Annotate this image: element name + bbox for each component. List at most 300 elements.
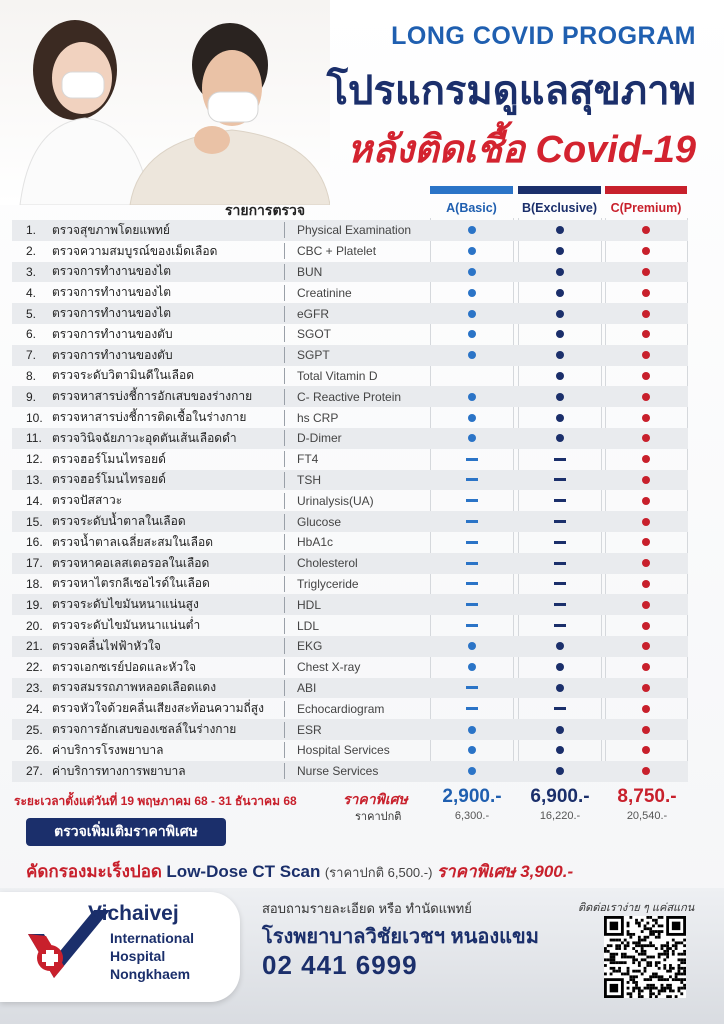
column-bar-exclusive xyxy=(518,186,601,194)
row-cell-b xyxy=(518,303,601,324)
row-test-thai: ตรวจฮอร์โมนไทรอยด์ xyxy=(52,451,166,466)
row-test-english: HDL xyxy=(284,597,424,613)
not-included-dash-icon xyxy=(554,603,566,606)
included-dot-icon xyxy=(556,289,564,297)
included-dot-icon xyxy=(468,310,476,318)
included-dot-icon xyxy=(468,726,476,734)
table-row xyxy=(12,553,688,574)
row-cell-a xyxy=(430,740,513,761)
row-cell-b xyxy=(518,678,601,699)
included-dot-icon xyxy=(468,226,476,234)
special-price-basic: 2,900.- xyxy=(442,786,502,807)
included-dot-icon xyxy=(642,434,650,442)
row-test-english: SGOT xyxy=(284,326,424,342)
table-row xyxy=(12,698,688,719)
not-included-dash-icon xyxy=(466,541,478,544)
row-test-english: LDL xyxy=(284,618,424,634)
row-cell-c xyxy=(605,366,687,387)
row-cell-a xyxy=(430,220,513,241)
row-test-english: BUN xyxy=(284,264,424,280)
row-cell-a xyxy=(430,262,513,283)
row-cell-b xyxy=(518,698,601,719)
row-cell-b xyxy=(518,657,601,678)
row-cell-b xyxy=(518,386,601,407)
row-number: 18. xyxy=(26,576,43,591)
row-test-thai: ตรวจการทำงานของไต xyxy=(52,306,172,321)
row-test-english: SGPT xyxy=(284,347,424,363)
row-number: 24. xyxy=(26,701,43,716)
table-row xyxy=(12,740,688,761)
row-cell-a xyxy=(430,366,513,387)
table-row xyxy=(12,428,688,449)
row-number: 13. xyxy=(26,472,43,487)
row-test-thai: ตรวจปัสสาวะ xyxy=(52,493,123,508)
row-cell-c xyxy=(605,532,687,553)
row-cell-b xyxy=(518,407,601,428)
program-title-covid: หลังติดเชื้อ Covid-19 xyxy=(347,129,696,171)
included-dot-icon xyxy=(642,518,650,526)
row-cell-c xyxy=(605,698,687,719)
row-test-english: Cholesterol xyxy=(284,555,424,571)
not-included-dash-icon xyxy=(466,686,478,689)
row-number: 12. xyxy=(26,452,43,467)
row-test-thai: ตรวจหัวใจด้วยคลื่นเสียงสะท้อนความถี่สูง xyxy=(52,701,264,716)
included-dot-icon xyxy=(642,663,650,671)
not-included-dash-icon xyxy=(554,582,566,585)
table-row xyxy=(12,636,688,657)
logo-line-international: International xyxy=(110,930,195,946)
included-dot-icon xyxy=(642,289,650,297)
table-row xyxy=(12,241,688,262)
row-test-thai: ตรวจการทำงานของตับ xyxy=(52,326,173,341)
row-cell-a xyxy=(430,470,513,491)
row-test-english: Glucose xyxy=(284,514,424,530)
row-cell-b xyxy=(518,490,601,511)
row-number: 23. xyxy=(26,680,43,695)
not-included-dash-icon xyxy=(466,499,478,502)
included-dot-icon xyxy=(556,247,564,255)
hospital-name-thai: โรงพยาบาลวิชัยเวชฯ หนองแขม xyxy=(262,926,539,948)
row-test-thai: ตรวจระดับน้ำตาลในเลือด xyxy=(52,514,186,529)
row-number: 25. xyxy=(26,722,43,737)
row-number: 21. xyxy=(26,639,43,654)
row-cell-c xyxy=(605,657,687,678)
row-test-thai: ตรวจหาสารบ่งชี้การอักเสบของร่างกาย xyxy=(52,389,253,404)
included-dot-icon xyxy=(556,330,564,338)
row-cell-c xyxy=(605,761,687,782)
row-cell-c xyxy=(605,449,687,470)
row-cell-a xyxy=(430,574,513,595)
included-dot-icon xyxy=(642,330,650,338)
row-cell-a xyxy=(430,532,513,553)
row-test-thai: ตรวจสุขภาพโดยแพทย์ xyxy=(52,222,170,237)
not-included-dash-icon xyxy=(554,520,566,523)
row-test-english: ESR xyxy=(284,722,424,738)
row-cell-c xyxy=(605,553,687,574)
ct-scan-normal-price: (ราคาปกติ 6,500.-) xyxy=(324,865,433,880)
row-test-thai: ตรวจเอกซเรย์ปอดและหัวใจ xyxy=(52,659,196,674)
row-test-thai: ตรวจการทำงานของตับ xyxy=(52,347,173,362)
row-cell-c xyxy=(605,345,687,366)
row-number: 14. xyxy=(26,493,43,508)
ct-scan-offer xyxy=(26,858,573,885)
row-test-thai: ค่าบริการทางการพยาบาล xyxy=(52,763,186,778)
row-cell-c xyxy=(605,719,687,740)
row-cell-c xyxy=(605,615,687,636)
row-cell-a xyxy=(430,657,513,678)
row-cell-a xyxy=(430,678,513,699)
row-number: 11. xyxy=(26,431,42,446)
row-cell-a xyxy=(430,407,513,428)
included-dot-icon xyxy=(468,746,476,754)
row-cell-c xyxy=(605,282,687,303)
row-test-english: HbA1c xyxy=(284,534,424,550)
logo-line-hospital: Hospital xyxy=(110,948,166,964)
included-dot-icon xyxy=(556,414,564,422)
phone-number[interactable]: 02 441 6999 xyxy=(262,950,418,980)
row-number: 6. xyxy=(26,327,37,342)
row-test-thai: ตรวจหาสารบ่งชี้การติดเชื้อในร่างกาย xyxy=(52,410,247,425)
ct-scan-special-price: ราคาพิเศษ 3,900.- xyxy=(436,862,574,881)
special-price-exclusive: 6,900.- xyxy=(530,786,590,807)
included-dot-icon xyxy=(642,538,650,546)
promotion-period: ระยะเวลาตั้งแต่วันที่ 19 พฤษภาคม 68 - 31 ธันวาคม 68 xyxy=(14,794,297,808)
row-cell-c xyxy=(605,220,687,241)
not-included-dash-icon xyxy=(466,478,478,481)
included-dot-icon xyxy=(556,351,564,359)
not-included-dash-icon xyxy=(466,458,478,461)
normal-price-premium: 20,540.- xyxy=(626,810,668,822)
row-test-english: Hospital Services xyxy=(284,742,424,758)
logo-name: Vichaivej xyxy=(88,902,179,925)
row-test-english: Total Vitamin D xyxy=(284,368,424,384)
row-cell-b xyxy=(518,532,601,553)
column-label-basic: A(Basic) xyxy=(446,201,497,215)
column-label-exclusive: B(Exclusive) xyxy=(521,201,598,215)
table-row xyxy=(12,615,688,636)
table-row xyxy=(12,324,688,345)
row-number: 26. xyxy=(26,743,43,758)
row-cell-b xyxy=(518,345,601,366)
normal-price-label: ราคาปกติ xyxy=(355,811,402,823)
row-cell-c xyxy=(605,407,687,428)
included-dot-icon xyxy=(642,726,650,734)
included-dot-icon xyxy=(642,705,650,713)
row-cell-c xyxy=(605,324,687,345)
header-photo xyxy=(0,0,330,205)
row-cell-b xyxy=(518,282,601,303)
table-row xyxy=(12,719,688,740)
not-included-dash-icon xyxy=(466,562,478,565)
row-test-thai: ตรวจคลื่นไฟฟ้าหัวใจ xyxy=(52,638,161,653)
table-row xyxy=(12,532,688,553)
table-row xyxy=(12,490,688,511)
column-header-exclusive xyxy=(518,186,601,220)
row-cell-a xyxy=(430,594,513,615)
included-dot-icon xyxy=(642,746,650,754)
row-cell-a xyxy=(430,761,513,782)
row-test-english: CBC + Platelet xyxy=(284,243,424,259)
not-included-dash-icon xyxy=(554,562,566,565)
row-cell-c xyxy=(605,262,687,283)
row-cell-c xyxy=(605,511,687,532)
included-dot-icon xyxy=(642,601,650,609)
row-number: 15. xyxy=(26,514,43,529)
row-cell-b xyxy=(518,740,601,761)
included-dot-icon xyxy=(642,580,650,588)
row-number: 9. xyxy=(26,389,37,404)
table-row xyxy=(12,594,688,615)
row-cell-a xyxy=(430,615,513,636)
row-cell-b xyxy=(518,553,601,574)
table-row xyxy=(12,262,688,283)
table-row xyxy=(12,282,688,303)
row-cell-b xyxy=(518,220,601,241)
not-included-dash-icon xyxy=(554,478,566,481)
table-row xyxy=(12,366,688,387)
row-cell-c xyxy=(605,428,687,449)
row-test-english: hs CRP xyxy=(284,410,424,426)
table-row xyxy=(12,303,688,324)
table-row xyxy=(12,761,688,782)
row-test-thai: ตรวจฮอร์โมนไทรอยด์ xyxy=(52,472,166,487)
row-number: 22. xyxy=(26,660,43,675)
row-test-thai: ตรวจระดับไขมันหนาแน่นต่ำ xyxy=(52,618,201,633)
row-cell-c xyxy=(605,470,687,491)
row-cell-a xyxy=(430,241,513,262)
table-row xyxy=(12,345,688,366)
included-dot-icon xyxy=(642,455,650,463)
row-cell-b xyxy=(518,719,601,740)
row-number: 20. xyxy=(26,618,43,633)
included-dot-icon xyxy=(468,330,476,338)
row-cell-c xyxy=(605,241,687,262)
row-cell-c xyxy=(605,386,687,407)
row-cell-c xyxy=(605,678,687,699)
included-dot-icon xyxy=(468,767,476,775)
row-test-english: Echocardiogram xyxy=(284,701,424,717)
row-number: 1. xyxy=(26,223,37,238)
row-cell-a xyxy=(430,636,513,657)
row-cell-b xyxy=(518,761,601,782)
row-test-english: D-Dimer xyxy=(284,430,424,446)
row-test-english: C- Reactive Protein xyxy=(284,389,424,405)
logo-line-nongkhaem: Nongkhaem xyxy=(110,966,191,982)
row-test-thai: ตรวจระดับไขมันหนาแน่นสูง xyxy=(52,597,199,612)
row-test-english: eGFR xyxy=(284,306,424,322)
ct-scan-thai: คัดกรองมะเร็งปอด xyxy=(26,862,162,881)
row-test-english: Triglyceride xyxy=(284,576,424,592)
row-cell-b xyxy=(518,636,601,657)
included-dot-icon xyxy=(642,476,650,484)
row-cell-a xyxy=(430,511,513,532)
row-test-english: Physical Examination xyxy=(284,222,424,238)
row-cell-b xyxy=(518,594,601,615)
row-test-english: Chest X-ray xyxy=(284,659,424,675)
included-dot-icon xyxy=(556,726,564,734)
row-test-thai: ตรวจสมรรถภาพหลอดเลือดแดง xyxy=(52,680,217,695)
included-dot-icon xyxy=(642,351,650,359)
row-cell-a xyxy=(430,719,513,740)
not-included-dash-icon xyxy=(554,541,566,544)
row-cell-c xyxy=(605,740,687,761)
row-cell-b xyxy=(518,428,601,449)
not-included-dash-icon xyxy=(554,624,566,627)
table-row xyxy=(12,449,688,470)
row-test-thai: ตรวจระดับวิตามินดีในเลือด xyxy=(52,368,195,383)
included-dot-icon xyxy=(556,226,564,234)
included-dot-icon xyxy=(642,247,650,255)
row-test-english: EKG xyxy=(284,638,424,654)
row-number: 17. xyxy=(26,556,43,571)
row-cell-b xyxy=(518,615,601,636)
included-dot-icon xyxy=(468,434,476,442)
row-number: 10. xyxy=(26,410,43,425)
ct-scan-english: Low-Dose CT Scan xyxy=(166,862,321,881)
row-test-english: Creatinine xyxy=(284,285,424,301)
included-dot-icon xyxy=(642,642,650,650)
special-price-premium: 8,750.- xyxy=(617,786,677,807)
row-test-english: ABI xyxy=(284,680,424,696)
column-header-basic xyxy=(430,186,513,220)
row-test-thai: ตรวจหาไตรกลีเซอไรด์ในเลือด xyxy=(52,576,210,591)
list-header: รายการตรวจ xyxy=(225,202,306,218)
row-cell-a xyxy=(430,553,513,574)
row-test-english: TSH xyxy=(284,472,424,488)
included-dot-icon xyxy=(556,372,564,380)
included-dot-icon xyxy=(468,351,476,359)
row-cell-a xyxy=(430,282,513,303)
not-included-dash-icon xyxy=(466,624,478,627)
row-cell-b xyxy=(518,574,601,595)
table-row xyxy=(12,386,688,407)
included-dot-icon xyxy=(642,414,650,422)
included-dot-icon xyxy=(556,434,564,442)
row-cell-a xyxy=(430,324,513,345)
row-test-thai: ตรวจการอักเสบของเซลล์ในร่างกาย xyxy=(52,722,237,737)
included-dot-icon xyxy=(556,767,564,775)
row-cell-b xyxy=(518,511,601,532)
included-dot-icon xyxy=(556,684,564,692)
column-bar-basic xyxy=(430,186,513,194)
program-title: โปรแกรมดูแลสุขภาพ xyxy=(326,69,696,113)
not-included-dash-icon xyxy=(466,520,478,523)
table-row xyxy=(12,511,688,532)
included-dot-icon xyxy=(556,310,564,318)
program-subtitle: LONG COVID PROGRAM xyxy=(391,22,696,50)
included-dot-icon xyxy=(642,497,650,505)
included-dot-icon xyxy=(642,393,650,401)
not-included-dash-icon xyxy=(554,458,566,461)
row-cell-b xyxy=(518,241,601,262)
included-dot-icon xyxy=(642,684,650,692)
row-test-thai: ตรวจการทำงานของไต xyxy=(52,285,172,300)
row-cell-b xyxy=(518,366,601,387)
table-row xyxy=(12,407,688,428)
row-number: 16. xyxy=(26,535,43,550)
included-dot-icon xyxy=(468,247,476,255)
row-number: 3. xyxy=(26,264,37,279)
row-cell-b xyxy=(518,324,601,345)
included-dot-icon xyxy=(642,310,650,318)
row-number: 8. xyxy=(26,368,37,383)
included-dot-icon xyxy=(556,746,564,754)
row-cell-a xyxy=(430,303,513,324)
special-price-label: ราคาพิเศษ xyxy=(343,791,408,807)
row-cell-c xyxy=(605,574,687,595)
included-dot-icon xyxy=(556,642,564,650)
row-number: 5. xyxy=(26,306,37,321)
normal-price-basic: 6,300.- xyxy=(454,810,490,822)
normal-price-exclusive: 16,220.- xyxy=(539,810,581,822)
included-dot-icon xyxy=(468,663,476,671)
row-number: 27. xyxy=(26,764,43,779)
included-dot-icon xyxy=(556,663,564,671)
not-included-dash-icon xyxy=(466,582,478,585)
table-row xyxy=(12,678,688,699)
extra-tests-banner: ตรวจเพิ่มเติมราคาพิเศษ xyxy=(26,818,226,846)
included-dot-icon xyxy=(468,393,476,401)
row-test-thai: ตรวจวินิจฉัยภาวะอุดตันเส้นเลือดดำ xyxy=(52,430,237,445)
not-included-dash-icon xyxy=(554,499,566,502)
column-header-premium xyxy=(605,186,687,220)
row-number: 19. xyxy=(26,597,43,612)
row-cell-b xyxy=(518,262,601,283)
row-cell-b xyxy=(518,449,601,470)
contact-text: สอบถามรายละเอียด หรือ ทำนัดแพทย์ xyxy=(262,901,472,916)
column-label-premium: C(Premium) xyxy=(610,201,682,215)
row-cell-a xyxy=(430,698,513,719)
not-included-dash-icon xyxy=(466,603,478,606)
table-row xyxy=(12,220,688,241)
included-dot-icon xyxy=(556,393,564,401)
row-cell-a xyxy=(430,386,513,407)
included-dot-icon xyxy=(642,226,650,234)
included-dot-icon xyxy=(642,559,650,567)
row-test-thai: ตรวจหาคอเลสเตอรอลในเลือด xyxy=(52,555,210,570)
column-bar-premium xyxy=(605,186,687,194)
row-cell-c xyxy=(605,594,687,615)
included-dot-icon xyxy=(468,414,476,422)
included-dot-icon xyxy=(468,268,476,276)
row-number: 2. xyxy=(26,244,37,259)
row-cell-c xyxy=(605,490,687,511)
table-row xyxy=(12,574,688,595)
included-dot-icon xyxy=(642,767,650,775)
included-dot-icon xyxy=(556,268,564,276)
included-dot-icon xyxy=(642,622,650,630)
included-dot-icon xyxy=(468,289,476,297)
not-included-dash-icon xyxy=(554,707,566,710)
row-test-thai: ตรวจความสมบูรณ์ของเม็ดเลือด xyxy=(52,243,218,258)
table-row xyxy=(12,470,688,491)
table-row xyxy=(12,657,688,678)
row-test-thai: ตรวจน้ำตาลเฉลี่ยสะสมในเลือด xyxy=(52,534,214,549)
row-test-english: Urinalysis(UA) xyxy=(284,493,424,509)
row-test-thai: ค่าบริการโรงพยาบาล xyxy=(52,742,164,757)
not-included-dash-icon xyxy=(466,707,478,710)
row-number: 4. xyxy=(26,285,37,300)
qr-label: ติดต่อเราง่าย ๆ แค่สแกน xyxy=(578,902,695,914)
qr-code-icon[interactable] xyxy=(604,916,686,998)
row-cell-a xyxy=(430,428,513,449)
row-cell-b xyxy=(518,470,601,491)
row-cell-c xyxy=(605,636,687,657)
row-test-english: Nurse Services xyxy=(284,763,424,779)
row-test-english: FT4 xyxy=(284,451,424,467)
included-dot-icon xyxy=(642,268,650,276)
row-cell-a xyxy=(430,490,513,511)
